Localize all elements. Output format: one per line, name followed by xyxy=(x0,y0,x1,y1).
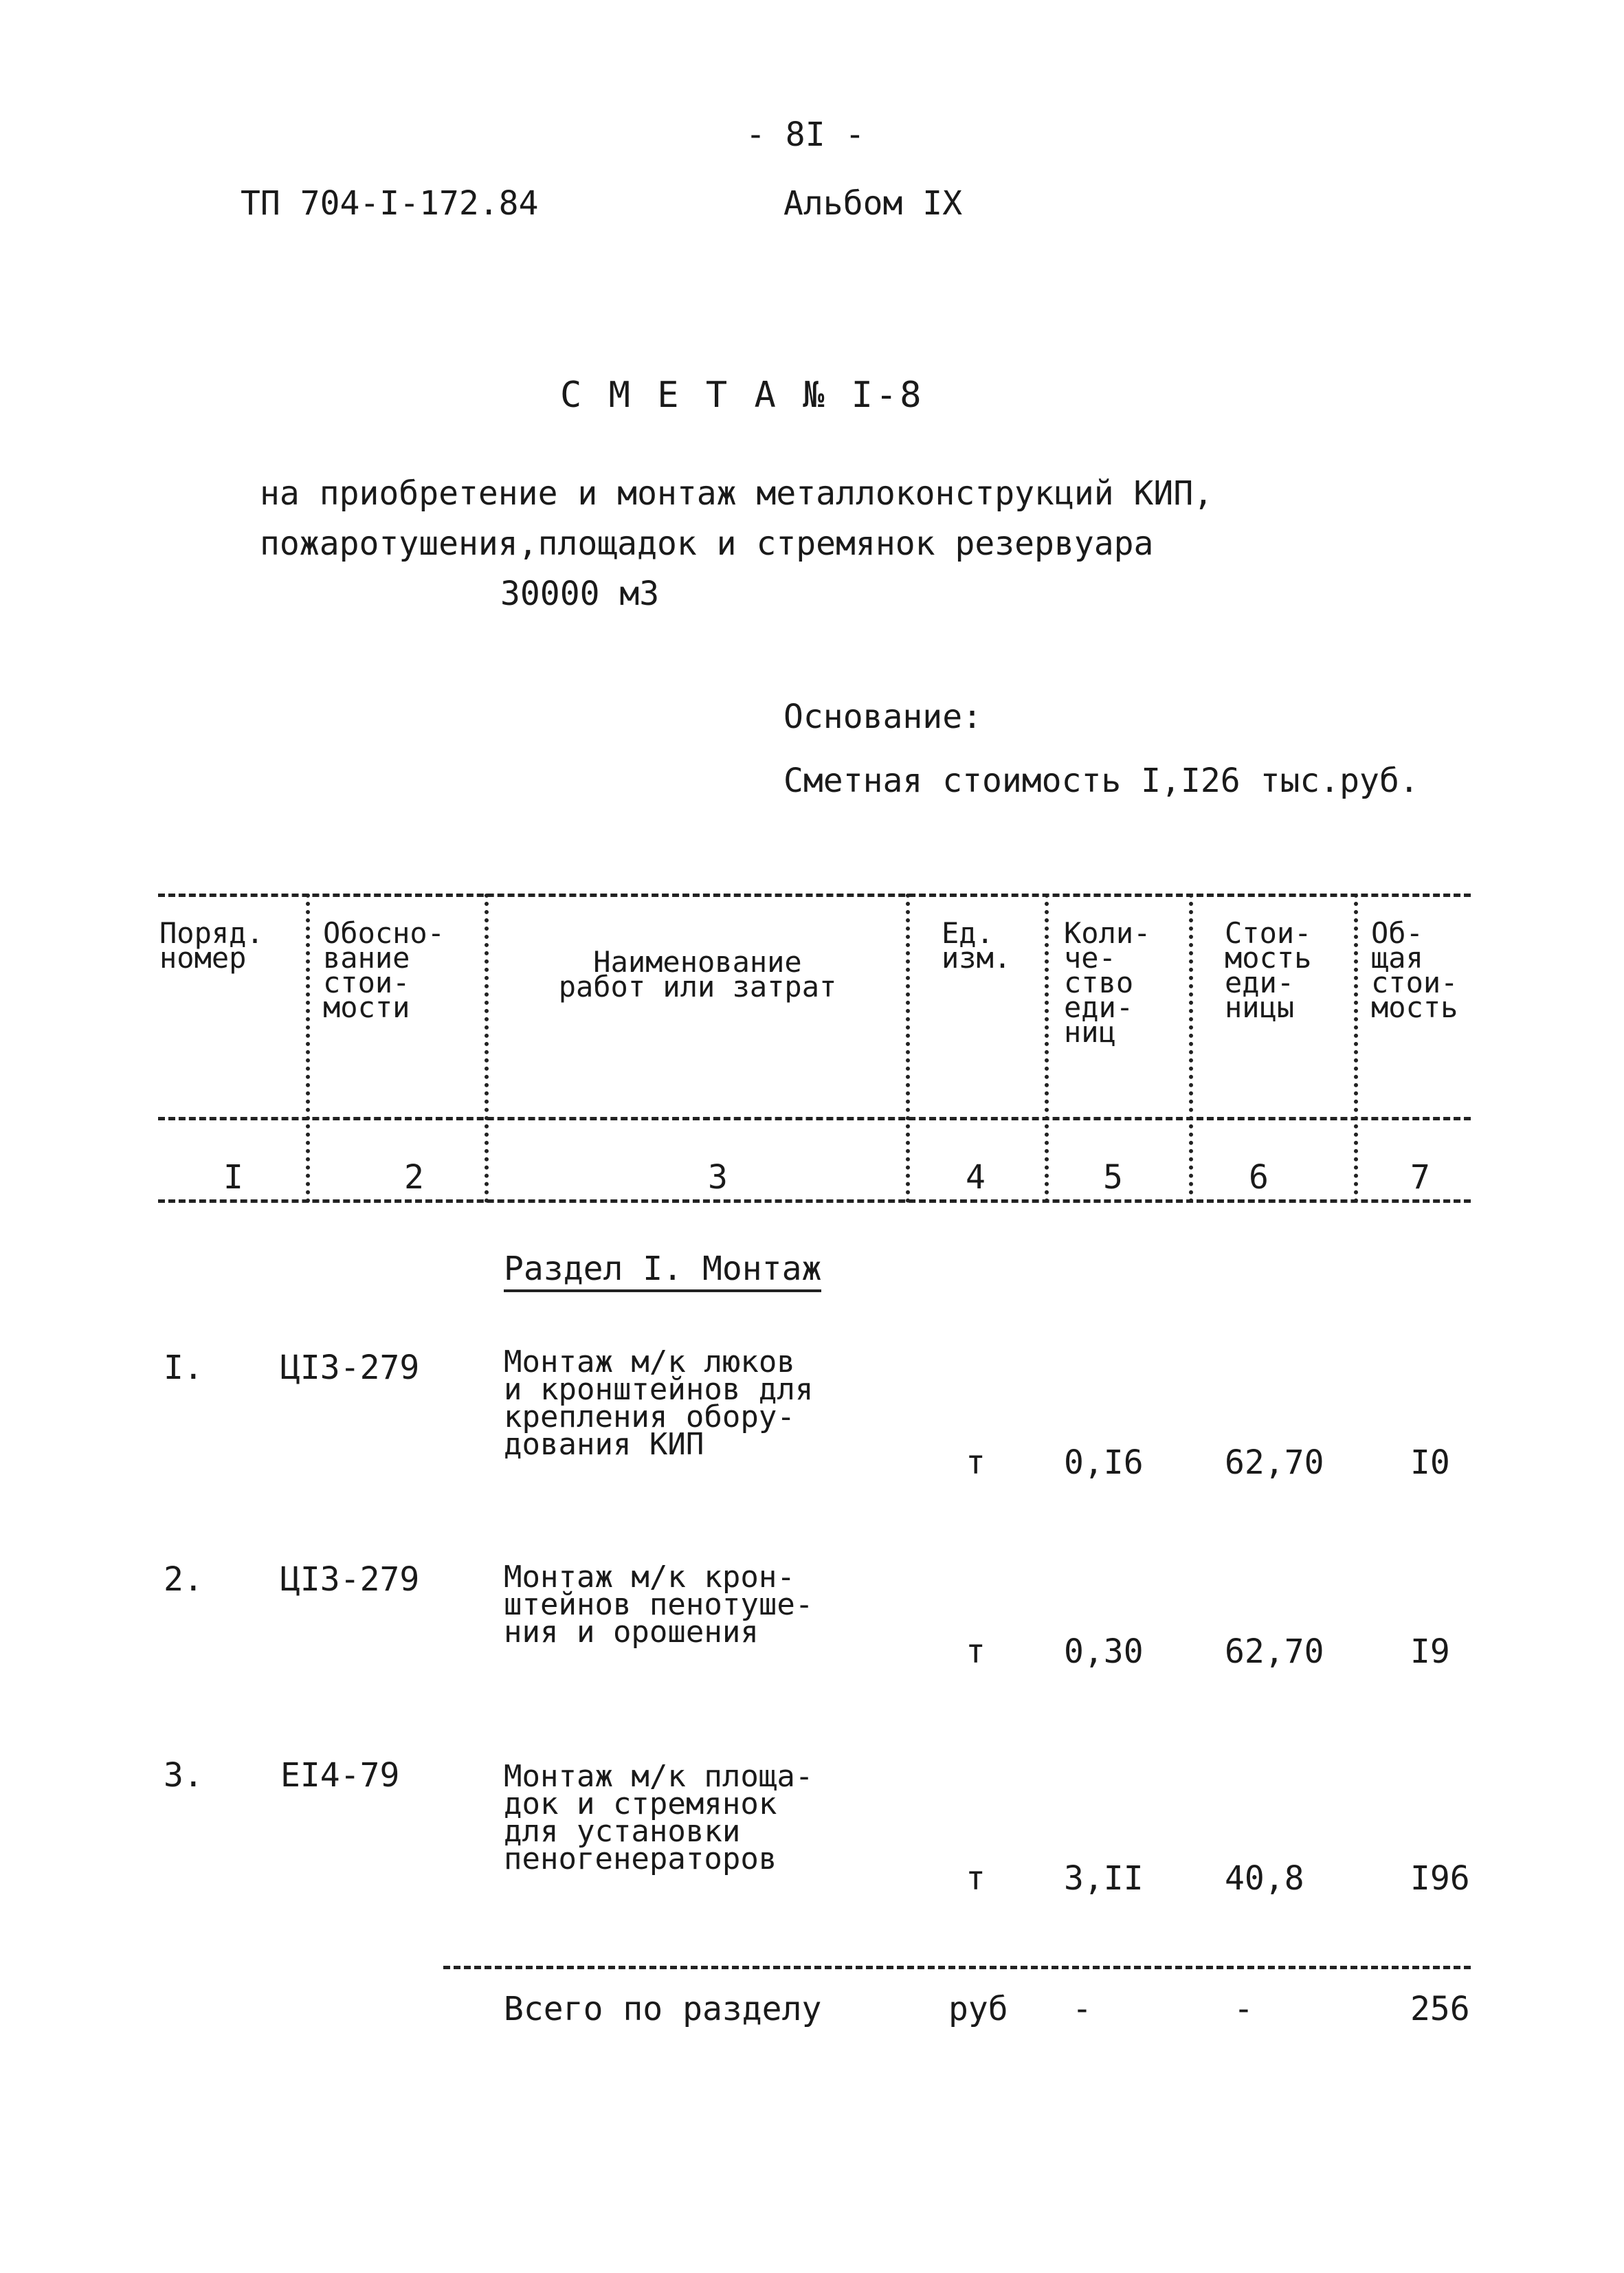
row-3-unit-cost: 40,8 xyxy=(1225,1859,1304,1898)
header-bottom-border xyxy=(158,1117,1471,1120)
col-number-1: I xyxy=(223,1158,243,1197)
row-3-basis: ЕI4-79 xyxy=(280,1756,400,1795)
subtitle-line-2: пожаротушения,площадок и стремянок резервуара xyxy=(260,524,1154,563)
row-2-total: I9 xyxy=(1410,1632,1450,1671)
document-code: ТП 704-I-172.84 xyxy=(241,184,539,223)
col-number-6: 6 xyxy=(1249,1158,1269,1197)
col-sep-2 xyxy=(485,894,489,1203)
subtitle-line-3: 30000 м3 xyxy=(500,575,660,613)
row-3-name: Монтаж м/к площа- док и стремянок для установки пеногенераторов xyxy=(504,1759,814,1876)
row-1-unit-cost: 62,70 xyxy=(1225,1443,1324,1482)
header-col-2: Обосно- вание стои- мости xyxy=(323,916,445,1024)
row-1-total: I0 xyxy=(1410,1443,1450,1482)
row-2-num: 2. xyxy=(164,1560,203,1599)
subtitle-line-1: на приобретение и монтаж металлоконструкций КИП, xyxy=(260,474,1214,513)
row-2-unit-cost: 62,70 xyxy=(1225,1632,1324,1671)
col-number-4: 4 xyxy=(966,1158,986,1197)
table-top-border xyxy=(158,894,1471,897)
header-col-1: Поряд. номер xyxy=(159,916,264,975)
col-number-5: 5 xyxy=(1103,1158,1123,1197)
col-sep-4 xyxy=(1045,894,1049,1203)
document-title: С М Е Т А № I-8 xyxy=(560,375,924,416)
header-col-4: Ед. изм. xyxy=(942,916,1012,975)
estimated-cost: Сметная стоимость I,I26 тыс.руб. xyxy=(783,762,1419,800)
row-2-basis: ЦI3-279 xyxy=(280,1560,420,1599)
total-separator xyxy=(443,1966,1471,1969)
basis-label: Основание: xyxy=(783,698,982,736)
total-sum: 256 xyxy=(1410,1990,1470,2028)
col-sep-1 xyxy=(306,894,310,1203)
row-2-name: Монтаж м/к крон- штейнов пенотуше- ния и орошения xyxy=(504,1560,814,1650)
page-number: - 8I - xyxy=(746,115,865,154)
row-1-unit: т xyxy=(966,1443,986,1482)
row-3-unit: т xyxy=(966,1859,986,1898)
col-sep-5 xyxy=(1189,894,1193,1203)
col-sep-6 xyxy=(1354,894,1358,1203)
header-col-6: Стои- мость еди- ницы xyxy=(1225,916,1312,1024)
col-sep-3 xyxy=(906,894,910,1203)
row-1-qty: 0,I6 xyxy=(1064,1443,1144,1482)
total-unit: руб xyxy=(948,1990,1008,2028)
row-1-name: Монтаж м/к люков и кронштейнов для крепления обору- дования КИП xyxy=(504,1344,814,1462)
total-unit-cost: - xyxy=(1234,1990,1254,2028)
header-col-7: Об- щая стои- мость xyxy=(1371,916,1458,1024)
album-label: Альбом IX xyxy=(783,184,963,223)
row-2-unit: т xyxy=(966,1632,986,1671)
total-label: Всего по разделу xyxy=(504,1990,822,2028)
row-2-qty: 0,30 xyxy=(1064,1632,1144,1671)
row-1-num: I. xyxy=(164,1349,203,1387)
section-title: Раздел I. Монтаж xyxy=(504,1250,821,1292)
numbers-bottom-border xyxy=(158,1199,1471,1203)
row-3-qty: 3,II xyxy=(1064,1859,1144,1898)
header-col-3: Наименование работ или затрат xyxy=(558,945,837,1004)
col-number-7: 7 xyxy=(1410,1158,1430,1197)
header-col-5: Коли- че- ство еди- ниц xyxy=(1064,916,1151,1049)
total-qty: - xyxy=(1072,1990,1092,2028)
row-3-num: 3. xyxy=(164,1756,203,1795)
row-1-basis: ЦI3-279 xyxy=(280,1349,420,1387)
col-number-2: 2 xyxy=(404,1158,424,1197)
row-3-total: I96 xyxy=(1410,1859,1470,1898)
col-number-3: 3 xyxy=(708,1158,728,1197)
